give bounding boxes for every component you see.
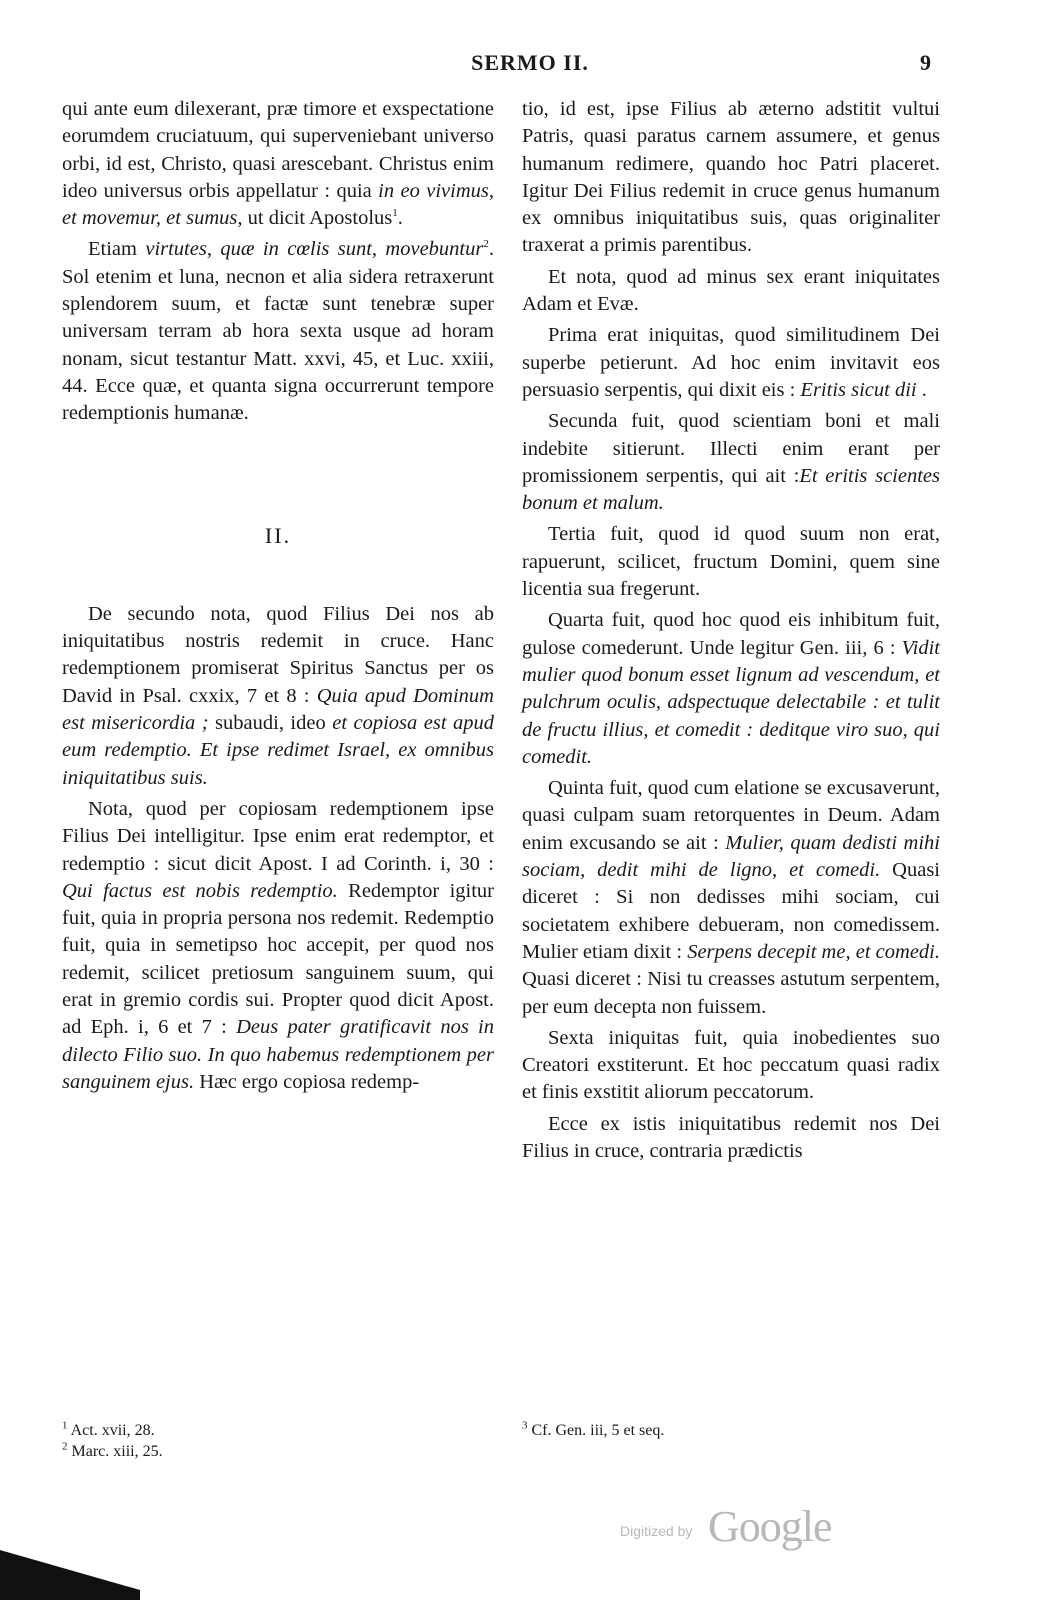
footnote: $^2$ Marc. xiii, 25. (62, 1440, 163, 1460)
paragraph: Nota, quod per copiosam redemptionem ipse Filius Dei intelligitur. Ipse enim erat redemptor, et redemptio : sicut dicit Apost. I ad Corinth. i, 30 : Qui factus est nobis redemptio. Redemptor igitur fuit, quia in propria persona nos redemit. Redemptio fuit, quia in semetipso hoc accepit, per quod nos redemit, scilicet pretiosum sanguinem suum, qui erat in gremio cordis sui. Propter quod dicit Apost. ad Eph. i, 6 et 7 : Deus pater gratificavit nos in dilecto Filio suo. In quo habemus redemptionem per sanguinem ejus. Hæc ergo copiosa redemp- (62, 797, 494, 1093)
paragraph: Prima erat iniquitas, quod similitudinem Dei superbe petierunt. Ad hoc enim invitavit eos persuasio serpentis, qui dixit eis : Eritis sicut dii . (522, 324, 940, 401)
footnote: $^3$ Cf. Gen. iii, 5 et seq. (522, 1419, 665, 1439)
page-number: 9 (920, 50, 931, 75)
page-header (0, 50, 1051, 80)
scan-edge-shadow (0, 1540, 140, 1600)
paragraph: Et nota, quod ad minus sex erant iniquitates Adam et Evæ. (522, 265, 940, 316)
watermark-prefix: Digitized by (620, 1523, 693, 1539)
paragraph: Quinta fuit, quod cum elatione se excusaverunt, quasi culpam suam retorquentes in Deum. Adam enim excusando se ait : Mulier, quam dedisti mihi sociam, dedit mihi de ligno, et comedi. Quasi diceret : Si non dedisses mihi sociam, cui societatem exhibere debueram, non comedissem. Mulier etiam dixit : Serpens decepit me, et comedi. Quasi diceret : Nisi tu creasses astutum serpentem, per eum decepta non fuissem. (522, 777, 941, 1018)
running-head: SERMO II. (471, 50, 589, 75)
paragraph: tio, id est, ipse Filius ab æterno adstitit vultui Patris, quasi paratus carnem assumere, et genus humanum redimere, quando hoc Patri placeret. Igitur Dei Filius redemit in cruce genus humanum ex omnibus iniquitatibus suis, quas originaliter traxerat a primis parentibus. (522, 98, 940, 257)
paragraph: qui ante eum dilexerant, præ timore et exspectatione eorumdem cruciatuum, qui superveniebant universo orbi, id est, Christo, quasi arescebant. Christus enim ideo universus orbis appellatur : quia in eo vivimus, et movemur, et sumus, ut dicit Apostolus$^1$. (62, 98, 494, 230)
section-number: II. (264, 522, 292, 548)
google-logo: Google (708, 1502, 832, 1551)
footnote: $^1$ Act. xvii, 28. (62, 1419, 155, 1439)
paragraph: Secunda fuit, quod scientiam boni et mali indebite sitierunt. Illecti enim erant per promissionem serpentis, qui ait :Et eritis scientes bonum et malum. (522, 410, 940, 515)
footnote-ref: 2 (483, 238, 489, 251)
paragraph: Sexta iniquitas fuit, quia inobedientes suo Creatori exstiterunt. Et hoc peccatum quasi radix et finis exstitit aliorum peccatorum. (522, 1026, 940, 1104)
left-column (62, 96, 494, 1100)
footnotes-left (62, 1420, 362, 1462)
paragraph: Etiam virtutes, quæ in cœlis sunt, movebuntur$^2$. Sol etenim et luna, necnon et alia sidera retraxerunt splendorem suum, et factæ sunt tenebræ super universam terram ab hora sexta usque ad horam nonam, sicut testantur Matt. xxvi, 45, et Luc. xxiii, 44. Ecce quæ, et quanta signa occurrerunt tempore redemptionis humanæ. (62, 238, 494, 425)
digitized-watermark (620, 1502, 860, 1555)
footnote-ref: 1 (392, 207, 398, 220)
paragraph: Quarta fuit, quod hoc quod eis inhibitum fuit, gulose comederunt. Unde legitur Gen. iii, 6 : Vidit mulier quod bonum esset lignum ad vescendum, et pulchrum oculis, adspectuque delectabile : et tulit de fructu illius, et comedit : deditque viro suo, qui comedit. (522, 609, 940, 768)
paragraph: Ecce ex istis iniquitatibus redemit nos Dei Filius in cruce, contraria prædictis (522, 1112, 940, 1162)
right-column (522, 96, 940, 1169)
paragraph: Tertia fuit, quod id quod suum non erat, rapuerunt, scilicet, fructum Domini, quem sine licentia sua fregerunt. (522, 523, 940, 601)
footnotes-right (522, 1420, 822, 1441)
paragraph: De secundo nota, quod Filius Dei nos ab iniquitatibus nostris redemit in cruce. Hanc redemptionem promiserat Spiritus Sanctus per os David in Psal. cxxix, 7 et 8 : Quia apud Dominum est misericordia ; subaudi, ideo et copiosa est apud eum redemptio. Et ipse redimet Israel, ex omnibus iniquitatibus suis. (62, 602, 494, 789)
